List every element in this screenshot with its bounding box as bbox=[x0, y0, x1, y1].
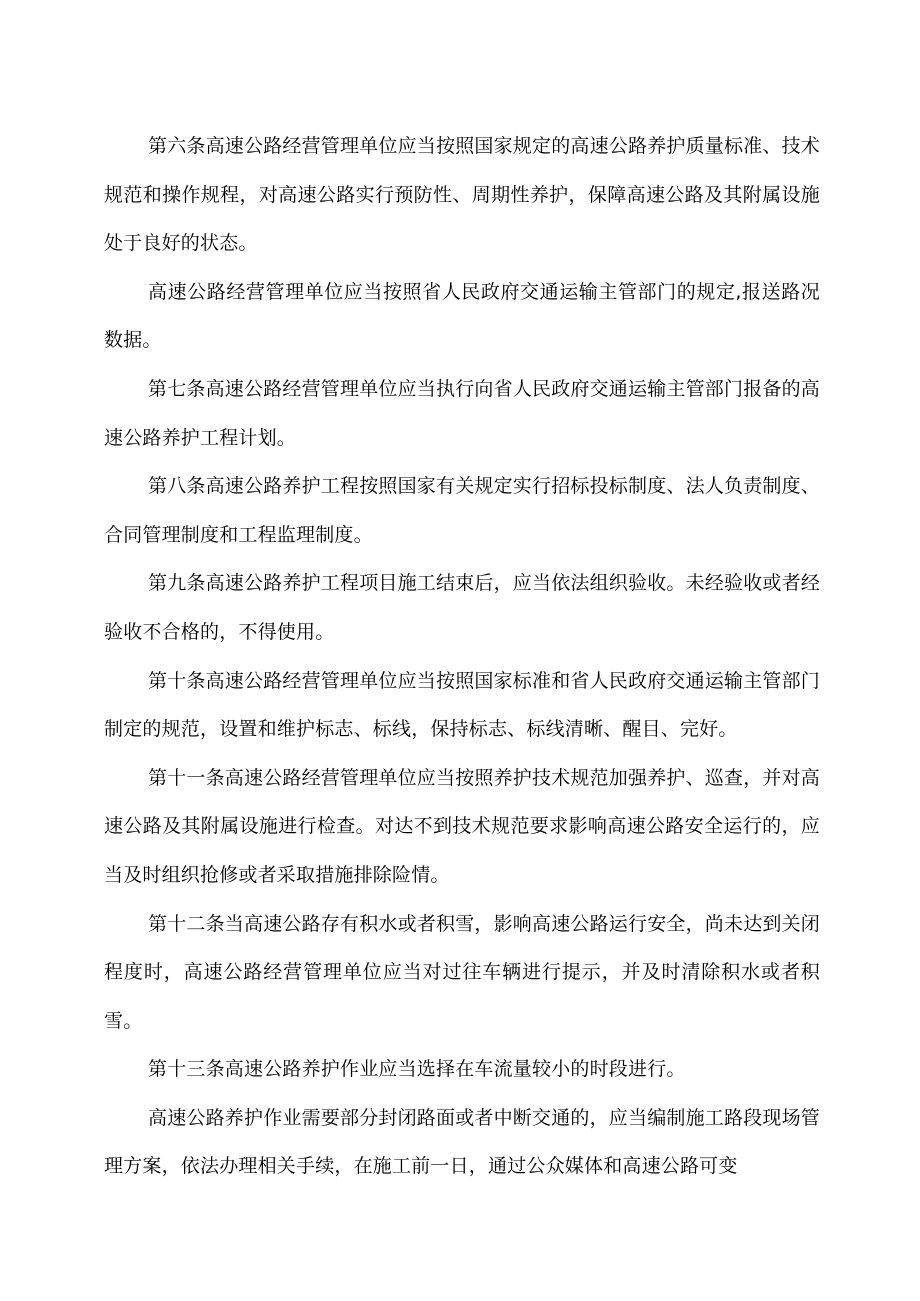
paragraph-article-7: 第七条高速公路经营管理单位应当执行向省人民政府交通运输主管部门报备的高速公路养护工程计划。 bbox=[104, 377, 821, 449]
paragraph-article-13: 第十三条高速公路养护作业应当选择在车流量较小的时段进行。 bbox=[148, 1058, 686, 1081]
paragraph-road-data: 高速公路经营管理单位应当按照省人民政府交通运输主管部门的规定,报送路况数据。 bbox=[104, 280, 820, 352]
paragraph-closure-plan: 高速公路养护作业需要部分封闭路面或者中断交通的，应当编制施工路段现场管理方案，依法办理相关手续，在施工前一日，通过公众媒体和高速公路可变 bbox=[104, 1106, 821, 1178]
paragraph-article-9: 第九条高速公路养护工程项目施工结束后，应当依法组织验收。未经验收或者经验收不合格的，不得使用。 bbox=[104, 572, 821, 643]
paragraph-article-12: 第十二条当高速公路存有积水或者积雪，影响高速公路运行安全，尚未达到关闭程度时，高速公路经营管理单位应当对过往车辆进行提示，并及时清除积水或者积雪。 bbox=[104, 912, 821, 1032]
paragraph-article-8: 第八条高速公路养护工程按照国家有关规定实行招标投标制度、法人负责制度、合同管理制度和工程监理制度。 bbox=[104, 475, 821, 546]
paragraph-article-10: 第十条高速公路经营管理单位应当按照国家标准和省人民政府交通运输主管部门制定的规范，设置和维护标志、标线，保持标志、标线清晰、醒目、完好。 bbox=[104, 669, 821, 741]
document-body bbox=[104, 122, 820, 1191]
paragraph-article-11: 第十一条高速公路经营管理单位应当按照养护技术规范加强养护、巡查，并对高速公路及其附属设施进行检查。对达不到技术规范要求影响高速公路安全运行的，应当及时组织抢修或者采取措施排除险情。 bbox=[104, 766, 821, 886]
paragraph-article-6: 第六条高速公路经营管理单位应当按照国家规定的高速公路养护质量标准、技术规范和操作规程，对高速公路实行预防性、周期性养护，保障高速公路及其附属设施处于良好的状态。 bbox=[104, 135, 821, 255]
